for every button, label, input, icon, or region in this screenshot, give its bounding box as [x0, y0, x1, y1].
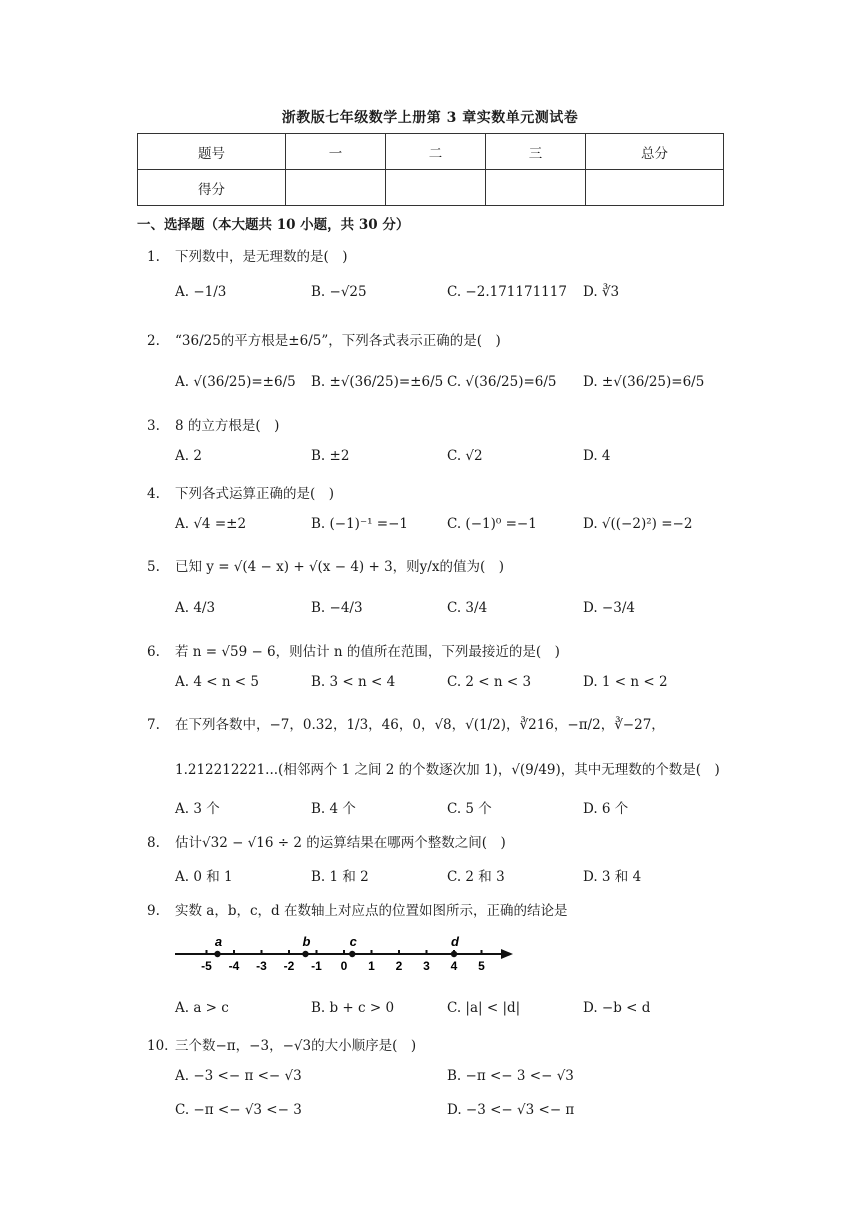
question-number: 9. — [147, 903, 160, 919]
option-10b[interactable]: B. −π <− 3 <− √3 — [447, 1068, 574, 1084]
option-6c[interactable]: C. 2 < n < 3 — [447, 674, 532, 690]
option-9c[interactable]: C. |a| < |d| — [447, 1000, 521, 1016]
question-text: 8 的立方根是( ) — [175, 418, 280, 434]
option-10d[interactable]: D. −3 <− √3 <− π — [447, 1102, 575, 1118]
option-8c[interactable]: C. 2 和 3 — [447, 869, 505, 885]
question-text: 若 n = √59 − 6，则估计 n 的值所在范围，下列最接近的是( ) — [175, 644, 560, 660]
question-number: 1. — [147, 249, 160, 265]
option-4b[interactable]: B. (−1)⁻¹ =−1 — [311, 516, 408, 532]
question-text: “36/25的平方根是±6/5”，下列各式表示正确的是( ) — [175, 333, 501, 349]
question-text: 已知 y = √(4 − x) + √(x − 4) + 3，则y/x的值为( ) — [175, 559, 504, 575]
score-table — [137, 133, 724, 206]
option-6b[interactable]: B. 3 < n < 4 — [311, 674, 396, 690]
option-1b[interactable]: B. −√25 — [311, 284, 367, 300]
number-line-tick-label: -2 — [283, 959, 295, 973]
option-1d[interactable]: D. ∛3 — [583, 284, 620, 300]
number-line-tick-label: -3 — [256, 959, 267, 973]
number-line-tick-label: 0 — [340, 959, 348, 973]
question-7-continued: 1.212212221...(相邻两个 1 之间 2 的个数逐次加 1)，√(9/49)，其中无理数的个数是( ) — [175, 762, 720, 778]
option-7d[interactable]: D. 6 个 — [583, 801, 629, 817]
number-line-point-label: b — [302, 934, 311, 949]
score-header-cell: 一 — [286, 134, 386, 170]
option-1a[interactable]: A. −1/3 — [175, 284, 227, 300]
score-cell[interactable] — [586, 170, 724, 206]
option-1c[interactable]: C. −2.171171117 — [447, 284, 567, 300]
question-number: 4. — [147, 486, 160, 502]
number-line-point-c — [349, 951, 355, 957]
score-cell[interactable] — [286, 170, 386, 206]
score-cell[interactable] — [486, 170, 586, 206]
question-10 — [147, 1034, 416, 1054]
option-2a[interactable]: A. √(36/25)=±6/5 — [175, 374, 296, 390]
question-text: 三个数−π，−3，−√3的大小顺序是( ) — [175, 1038, 417, 1054]
option-8a[interactable]: A. 0 和 1 — [175, 869, 233, 885]
number-line-tick-label: 5 — [478, 959, 485, 973]
question-9 — [147, 899, 567, 919]
option-4d[interactable]: D. √((−2)²) =−2 — [583, 516, 693, 532]
question-number: 2. — [147, 333, 160, 349]
option-3b[interactable]: B. ±2 — [311, 448, 350, 464]
question-number: 8. — [147, 835, 160, 851]
number-line-tick-label: 2 — [395, 959, 403, 973]
question-1 — [147, 245, 348, 265]
option-3d[interactable]: D. 4 — [583, 448, 611, 464]
number-line-tick-label: 4 — [450, 959, 458, 973]
question-text: 估计√32 − √16 ÷ 2 的运算结果在哪两个整数之间( ) — [175, 835, 506, 851]
option-9d[interactable]: D. −b < d — [583, 1000, 651, 1016]
question-text: 下列数中，是无理数的是( ) — [175, 249, 348, 265]
question-number: 3. — [147, 418, 160, 434]
score-cell[interactable] — [386, 170, 486, 206]
number-line-tick-label: -4 — [228, 959, 240, 973]
question-5 — [147, 555, 504, 575]
score-header-cell: 题号 — [138, 134, 286, 170]
option-3c[interactable]: C. √2 — [447, 448, 483, 464]
number-line-point-a — [214, 951, 220, 957]
score-table-row — [138, 170, 724, 206]
option-4a[interactable]: A. √4 =±2 — [175, 516, 247, 532]
score-header-cell: 二 — [386, 134, 486, 170]
question-2 — [147, 329, 501, 349]
option-2b[interactable]: B. ±√(36/25)=±6/5 — [311, 374, 444, 390]
question-text: 实数 a，b，c，d 在数轴上对应点的位置如图所示，正确的结论是 — [175, 903, 568, 919]
number-line-point-d — [451, 951, 457, 957]
score-table-header-row — [138, 134, 724, 170]
option-7a[interactable]: A. 3 个 — [175, 801, 220, 817]
question-text: 下列各式运算正确的是( ) — [175, 486, 335, 502]
page-title: 浙教版七年级数学上册第 3 章实数单元测试卷 — [281, 110, 579, 126]
question-3 — [147, 414, 279, 434]
question-number: 5. — [147, 559, 160, 575]
option-7b[interactable]: B. 4 个 — [311, 801, 356, 817]
option-8d[interactable]: D. 3 和 4 — [583, 869, 642, 885]
number-line-tick-label: -1 — [311, 959, 322, 973]
option-2d[interactable]: D. ±√(36/25)=6/5 — [583, 374, 705, 390]
question-text: 在下列各数中，−7，0.32，1/3，46，0，√8，√(1/2)，∛216，−π/2，∛−27， — [175, 717, 665, 733]
number-line-tick-label: -5 — [201, 959, 212, 973]
question-number: 6. — [147, 644, 160, 660]
option-5d[interactable]: D. −3/4 — [583, 600, 635, 616]
score-header-cell: 总分 — [586, 134, 724, 170]
option-5b[interactable]: B. −4/3 — [311, 600, 363, 616]
option-5a[interactable]: A. 4/3 — [175, 600, 216, 616]
question-8 — [147, 831, 506, 851]
number-line-tick-label: 1 — [368, 959, 375, 973]
number-line-point-b — [302, 951, 308, 957]
number-line-point-label: c — [349, 934, 357, 949]
option-10c[interactable]: C. −π <− √3 <− 3 — [175, 1102, 302, 1118]
option-5c[interactable]: C. 3/4 — [447, 600, 488, 616]
question-number: 7. — [147, 717, 160, 733]
question-4 — [147, 482, 334, 502]
option-9a[interactable]: A. a > c — [175, 1000, 229, 1016]
option-6d[interactable]: D. 1 < n < 2 — [583, 674, 668, 690]
option-4c[interactable]: C. (−1)⁰ =−1 — [447, 516, 537, 532]
number-line-point-label: a — [214, 934, 223, 949]
question-7 — [147, 713, 665, 733]
number-line-figure — [170, 932, 520, 977]
option-6a[interactable]: A. 4 < n < 5 — [175, 674, 259, 690]
score-row-label: 得分 — [138, 170, 286, 206]
question-6 — [147, 640, 560, 660]
section-heading: 一、选择题（本大题共 10 小题，共 30 分） — [137, 217, 410, 233]
option-3a[interactable]: A. 2 — [175, 448, 202, 464]
option-7c[interactable]: C. 5 个 — [447, 801, 492, 817]
question-number: 10. — [147, 1038, 169, 1054]
option-10a[interactable]: A. −3 <− π <− √3 — [175, 1068, 302, 1084]
score-header-cell: 三 — [486, 134, 586, 170]
number-line-tick-label: 3 — [423, 959, 430, 973]
number-line-point-label: d — [451, 934, 459, 949]
option-8b[interactable]: B. 1 和 2 — [311, 869, 369, 885]
option-2c[interactable]: C. √(36/25)=6/5 — [447, 374, 557, 390]
option-9b[interactable]: B. b + c > 0 — [311, 1000, 395, 1016]
arrow-head-icon — [501, 949, 513, 959]
